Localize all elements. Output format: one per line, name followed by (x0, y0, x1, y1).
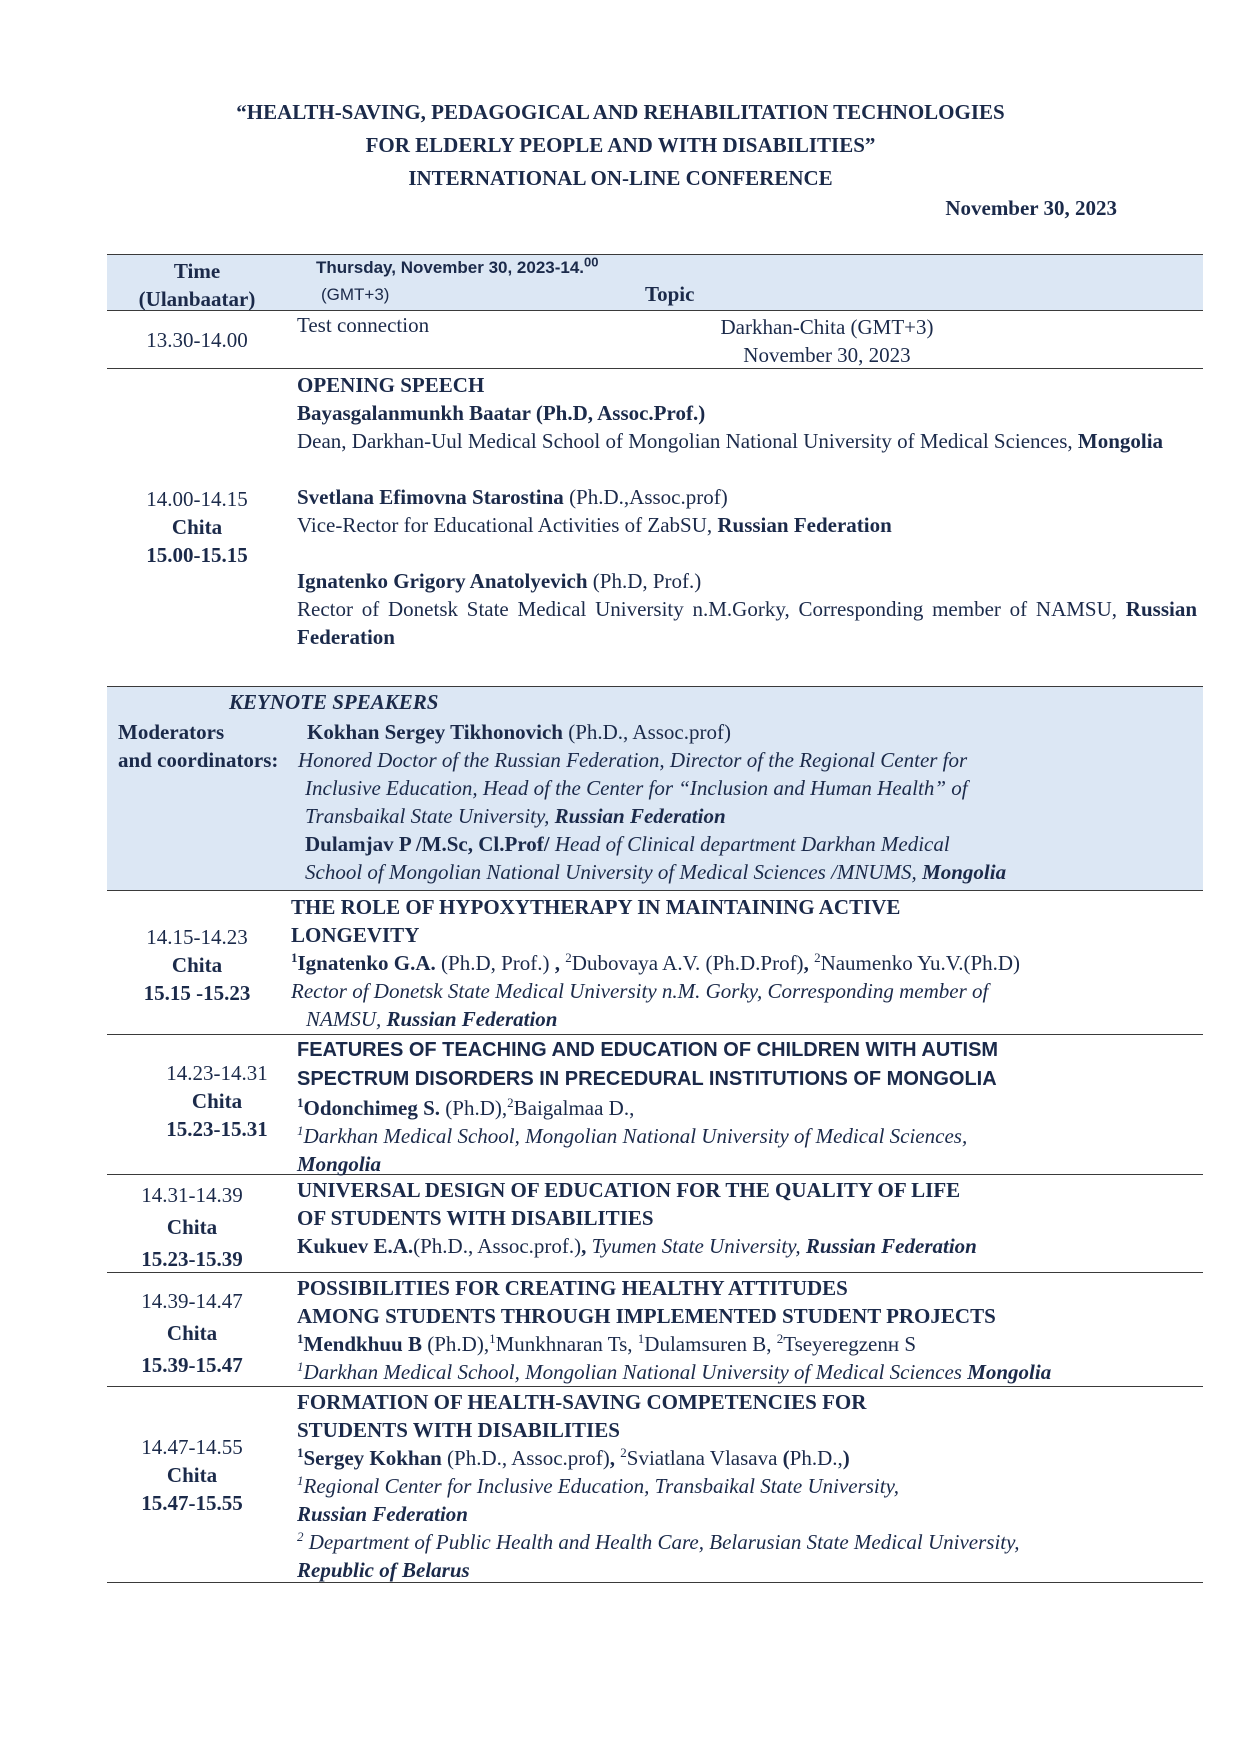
author-name: Sergey Kokhan (303, 1446, 442, 1470)
talk-title: SPECTRUM DISORDERS IN PRECEDURAL INSTITUTIONS OF MONGOLIA (297, 1068, 997, 1090)
country: Russian Federation (717, 513, 892, 537)
author-name: Ignatenko G.A. (297, 951, 436, 975)
affiliation (297, 1122, 1197, 1150)
moderators-line1: Moderators (118, 720, 225, 744)
role-line (305, 858, 1195, 886)
authors (291, 949, 1191, 977)
keynote-speaker-2 (305, 830, 1195, 858)
spacer (297, 539, 1197, 567)
conference-title (0, 96, 1241, 195)
time-cell (107, 923, 287, 1007)
author-name: Dubovaya A.V. (Ph.D.Prof) (571, 951, 804, 975)
country: Russian Federation (554, 804, 726, 828)
time-ulanbaatar: 14.47-14.55 (141, 1435, 243, 1459)
talk-title: STUDENTS WITH DISABILITIES (297, 1418, 620, 1442)
affiliation: Rector of Donetsk State Medical University n.M. Gorky, Corresponding member of (291, 979, 989, 1003)
time-cell (107, 485, 287, 569)
city-label: Chita (166, 1215, 218, 1239)
time-ulanbaatar: 14.23-14.31 (166, 1061, 268, 1085)
sup: 1 (297, 1123, 304, 1138)
country: Mongolia (297, 1152, 382, 1176)
role-text: Rector of Donetsk State Medical University n.M.Gorky, Corresponding member of NAMSU, (297, 597, 1126, 621)
talk-title: THE ROLE OF HYPOXYTHERAPY IN MAINTAINING ACTIVE (291, 895, 901, 919)
country: Mongolia (922, 860, 1007, 884)
paren: ) (842, 1446, 850, 1470)
session-title: OPENING SPEECH (297, 373, 485, 397)
content-cell (291, 893, 1191, 1033)
spacer (297, 455, 1197, 483)
affiliation-text: Tyumen State University, (591, 1234, 806, 1258)
author-degree: (Ph.D), (421, 1332, 490, 1356)
country: Mongolia (967, 1360, 1052, 1384)
speaker-name: Dulamjav P /M.Sc, Cl.Prof/ (305, 832, 550, 856)
talk-title: FORMATION OF HEALTH-SAVING COMPETENCIES FOR (297, 1390, 867, 1414)
role-text: Head of Clinical department Darkhan Medical (549, 832, 950, 856)
talk-title: LONGEVITY (291, 923, 420, 947)
title-line-1: “HEALTH-SAVING, PEDAGOGICAL AND REHABILITATION TECHNOLOGIES (236, 100, 1005, 124)
time-cell: 13.30-14.00 (146, 328, 248, 352)
keynote-speaker-1 (305, 718, 1195, 746)
speaker-degree: (Ph.D, Prof.) (587, 569, 702, 593)
separator: , (581, 1234, 592, 1258)
author-name: Sviatlana Vlasava (626, 1446, 783, 1470)
time-local: 15.00-15.15 (146, 543, 248, 567)
role-text: Transbaikal State University, (305, 804, 555, 828)
time-ulanbaatar: 14.39-14.47 (141, 1289, 243, 1313)
role-line: Inclusive Education, Head of the Center for “Inclusion and Human Health” of (305, 776, 968, 800)
paren: ( (782, 1446, 790, 1470)
speaker-line (297, 483, 1197, 511)
author-name: Odonchimeg S. (303, 1096, 441, 1120)
time-ulanbaatar: 14.00-14.15 (146, 487, 248, 511)
author-degree: (Ph.D., Assoc.prof.) (413, 1234, 582, 1258)
role-line (305, 802, 1195, 830)
time-local: 15.23-15.31 (166, 1117, 268, 1141)
author-name: Tseyeregzenн S (783, 1332, 917, 1356)
city-label: Chita (166, 1463, 218, 1487)
time-header-line2: (Ulanbaatar) (138, 287, 256, 311)
country: Mongolia (1077, 429, 1164, 453)
table-row-test-connection (107, 311, 1203, 369)
country: Russian Federation (386, 1007, 558, 1031)
city-label: Chita (191, 1089, 243, 1113)
time-cell (127, 1059, 307, 1143)
author-degree: (Ph.D, Prof.) (435, 951, 555, 975)
date-line: November 30, 2023 (743, 343, 911, 367)
sup: 2 (814, 950, 821, 965)
city-label: Chita (171, 953, 223, 977)
day-label: Thursday, November 30, 2023-14. (316, 258, 585, 277)
sup: 1 (297, 1095, 304, 1110)
separator: , (609, 1446, 621, 1470)
role-text: Vice-Rector for Educational Activities of ZabSU, (297, 513, 718, 537)
time-local: 15.39-15.47 (141, 1353, 243, 1377)
talk-title: AMONG STUDENTS THROUGH IMPLEMENTED STUDENT PROJECTS (297, 1304, 996, 1328)
day-header (316, 254, 599, 278)
table-row-healthy-attitudes (107, 1273, 1203, 1387)
author-name: Munkhnaran Ts, (495, 1332, 638, 1356)
test-connection-label: Test connection (297, 313, 430, 337)
role-text: Dean, Darkhan-Uul Medical School of Mongolian National University of Medical Sciences, (297, 429, 1078, 453)
time-local: 15.15 -15.23 (143, 981, 251, 1005)
time-ulanbaatar: 14.15-14.23 (146, 925, 248, 949)
author-name: Mendkhuu B (303, 1332, 422, 1356)
table-row-universal-design (107, 1175, 1203, 1273)
talk-title: FEATURES OF TEACHING AND EDUCATION OF CHILDREN WITH AUTISM (297, 1039, 999, 1061)
day-sup: 00 (584, 254, 599, 270)
content-cell (297, 1036, 1197, 1178)
speaker-line (297, 567, 1197, 595)
time-cell (102, 1433, 282, 1517)
time-local: 15.23-15.39 (141, 1247, 243, 1271)
country: Russian Federation (297, 1502, 468, 1526)
authors (297, 1094, 1197, 1122)
talk-title: OF STUDENTS WITH DISABILITIES (297, 1206, 654, 1230)
author-name: Dulamsuren B, (644, 1332, 777, 1356)
sup: 1 (297, 1445, 304, 1460)
time-local: 15.47-15.55 (141, 1491, 243, 1515)
speaker-name: Kokhan Sergey Tikhonovich (307, 720, 563, 744)
authors (297, 1232, 1197, 1260)
affiliation (297, 1528, 1197, 1556)
author-name: Naumenko Yu.V.(Ph.D) (820, 951, 1021, 975)
country: Republic of Belarus (297, 1558, 470, 1582)
speaker-role (297, 595, 1197, 651)
author-name: Baigalmaa D., (513, 1096, 635, 1120)
affiliation-text: Darkhan Medical School, Mongolian National University of Medical Sciences (303, 1360, 968, 1384)
speaker-name: Svetlana Efimovna Starostina (297, 485, 564, 509)
content-cell (297, 1176, 1197, 1260)
table-row-autism (107, 1035, 1203, 1175)
author-name: Kukuev E.A. (297, 1234, 414, 1258)
table-row-health-saving-competencies (107, 1387, 1203, 1583)
time-header (107, 257, 287, 313)
table-row-keynote-speakers (107, 687, 1203, 891)
sup: 2 (776, 1331, 784, 1346)
moderators-line2: and coordinators: (118, 748, 279, 772)
speaker-degree: (Ph.D., Assoc.prof) (562, 720, 731, 744)
authors (297, 1330, 1197, 1358)
city-label: Chita (171, 515, 223, 539)
country: Russian Federation (297, 597, 1197, 649)
sup: 2 (620, 1445, 627, 1460)
content-cell (297, 1388, 1197, 1584)
gmt-label: (GMT+3) (321, 285, 390, 304)
affiliation-text: Regional Center for Inclusive Education, Transbaikal State University, (303, 1474, 900, 1498)
test-connection-place (667, 313, 987, 369)
speaker-name: Bayasgalanmunkh Baatar (Ph.D, Assoc.Prof.) (297, 401, 706, 425)
sup: 1 (297, 1331, 304, 1346)
sup: 2 (297, 1529, 304, 1544)
talk-title: POSSIBILITIES FOR CREATING HEALTHY ATTITUDES (297, 1276, 848, 1300)
authors (297, 1444, 1197, 1472)
sup: 1 (291, 950, 298, 965)
keynote-title: KEYNOTE SPEAKERS (229, 690, 439, 714)
author-degree: (Ph.D., Assoc.prof) (441, 1446, 610, 1470)
separator: , (554, 951, 566, 975)
time-header-line1: Time (173, 259, 221, 283)
sup: 2 (507, 1095, 514, 1110)
table-row-hypoxytherapy (107, 891, 1203, 1035)
role-line: Honored Doctor of the Russian Federation, Director of the Regional Center for (298, 748, 968, 772)
table-header-row (107, 254, 1203, 311)
author-degree: Ph.D., (789, 1446, 843, 1470)
moderators-label (118, 718, 278, 774)
speaker-degree: (Ph.D.,Assoc.prof) (563, 485, 728, 509)
affiliation-text: NAMSU, (306, 1007, 387, 1031)
sup: 1 (489, 1331, 496, 1346)
author-degree: (Ph.D), (440, 1096, 508, 1120)
role-text: School of Mongolian National University of Medical Sciences /MNUMS, (305, 860, 923, 884)
sup: 1 (297, 1359, 304, 1374)
place-line: Darkhan-Chita (GMT+3) (720, 315, 934, 339)
affiliation-text: Department of Public Health and Health Care, Belarusian State Medical University, (303, 1530, 1020, 1554)
conference-date: November 30, 2023 (945, 196, 1117, 220)
speaker-role (297, 427, 1197, 455)
title-line-2: FOR ELDERLY PEOPLE AND WITH DISABILITIES” (365, 133, 876, 157)
time-cell (102, 1285, 282, 1381)
talk-title: UNIVERSAL DESIGN OF EDUCATION FOR THE QUALITY OF LIFE (297, 1178, 961, 1202)
separator: , (803, 951, 815, 975)
affiliation-text: Darkhan Medical School, Mongolian National University of Medical Sciences, (303, 1124, 968, 1148)
speaker-name: Ignatenko Grigory Anatolyevich (297, 569, 588, 593)
content-cell (297, 1274, 1197, 1386)
country: Russian Federation (805, 1234, 977, 1258)
affiliation (291, 1005, 1191, 1033)
sup: 2 (565, 950, 572, 965)
topic-header: Topic (645, 282, 695, 306)
affiliation (297, 1358, 1197, 1386)
sup: 1 (637, 1331, 645, 1346)
keynote-content (298, 718, 1195, 886)
affiliation (297, 1472, 1197, 1500)
time-cell (102, 1179, 282, 1275)
city-label: Chita (166, 1321, 218, 1345)
sup: 1 (297, 1473, 304, 1488)
time-ulanbaatar: 14.31-14.39 (141, 1183, 243, 1207)
speaker-role (297, 511, 1197, 539)
content-cell (297, 371, 1197, 651)
title-line-3: INTERNATIONAL ON-LINE CONFERENCE (408, 166, 833, 190)
table-row-opening-speech (107, 369, 1203, 687)
